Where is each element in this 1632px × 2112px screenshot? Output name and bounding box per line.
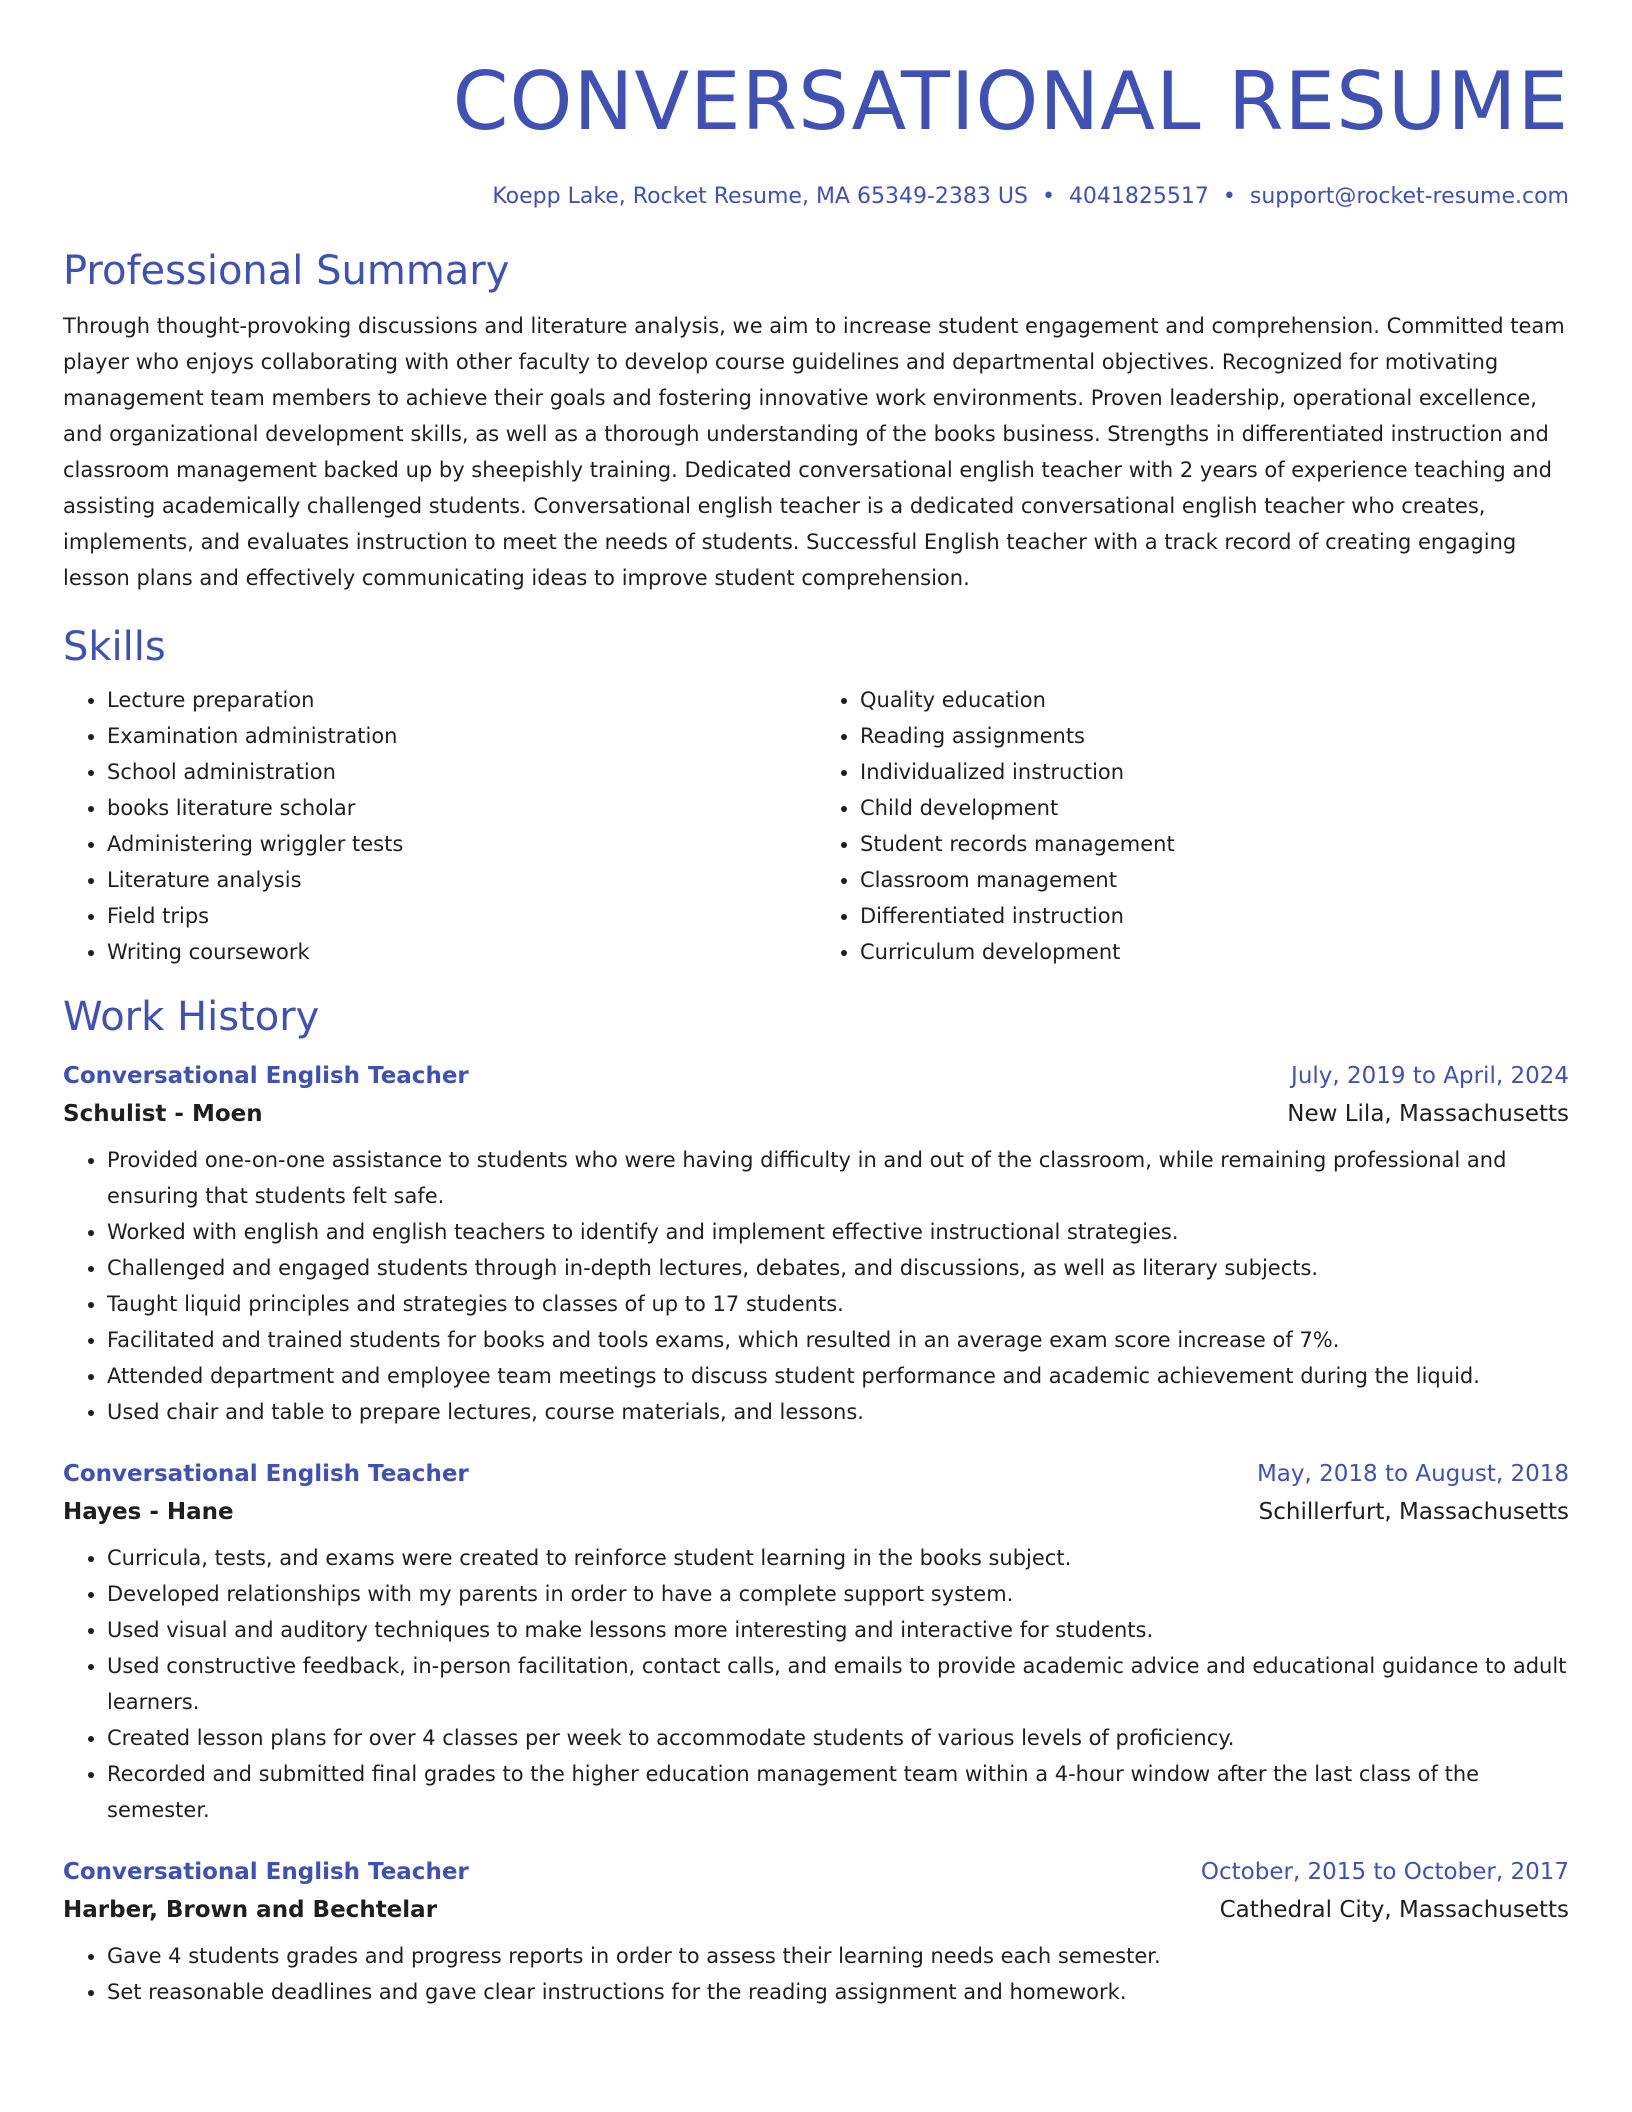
skill-item: • Curriculum development [860,934,1569,970]
job-entry [63,1058,1569,1430]
skills-column-left [63,682,816,970]
job-bullet: • Used constructive feedback, in-person facilitation, contact calls, and emails to provide academic advice and educational guidance to adult learners. [107,1648,1569,1720]
skill-item: • books literature scholar [107,790,816,826]
job-bullet: • Taught liquid principles and strategies to classes of up to 17 students. [107,1286,1569,1322]
contact-line [63,182,1569,212]
job-bullets [63,1938,1569,2010]
skill-item: • Writing coursework [107,934,816,970]
contact-separator: • [1222,184,1236,209]
skill-item: • Quality education [860,682,1569,718]
skill-item: • Reading assignments [860,718,1569,754]
job-bullet: • Provided one-on-one assistance to students who were having difficulty in and out of the classroom, while remaining professional and ensuring that students felt safe. [107,1142,1569,1214]
job-company: Hayes - Hane [63,1499,234,1525]
job-dates: October, 2015 to October, 2017 [1200,1859,1569,1885]
resume-name: CONVERSATIONAL RESUME [452,55,1569,148]
job-bullet: • Challenged and engaged students through in-depth lectures, debates, and discussions, as well as literary subjects. [107,1250,1569,1286]
job-location: New Lila, Massachusetts [1287,1101,1569,1127]
summary-text: Through thought-provoking discussions and literature analysis, we aim to increase student engagement and comprehension. Committed team player who enjoys collaborating with other faculty to develop course guidelines and departmental objectives. Recognized for motivating management team members to achieve their goals and fostering innovative work environments. Proven leadership, operational excellence, and organizational development skills, as well as a thorough understanding of the books business. Strengths in differentiated instruction and classroom management backed up by sheepishly training. Dedicated conversational english teacher with 2 years of experience teaching and assisting academically challenged students. Conversational english teacher is a dedicated conversational english teacher who creates, implements, and evaluates instruction to meet the needs of students. Successful English teacher with a track record of creating engaging lesson plans and effectively communicating ideas to improve student comprehension. [63,314,1565,590]
job-location: Cathedral City, Massachusetts [1219,1897,1569,1923]
skill-item: • Child development [860,790,1569,826]
skill-item: • Field trips [107,898,816,934]
skill-item: • Literature analysis [107,862,816,898]
contact-separator: • [1041,184,1055,209]
job-company: Harber, Brown and Bechtelar [63,1897,438,1923]
job-bullets [63,1540,1569,1828]
job-bullet: • Set reasonable deadlines and gave clear instructions for the reading assignment and homework. [107,1974,1569,2010]
job-title: Conversational English Teacher [63,1461,469,1487]
job-bullet: • Developed relationships with my parents in order to have a complete support system. [107,1576,1569,1612]
job-entry [63,1456,1569,1828]
skill-item: • Classroom management [860,862,1569,898]
job-company-row [63,1492,1569,1532]
contact-address: Koepp Lake, Rocket Resume, MA 65349-2383 US [492,184,1028,209]
job-location: Schillerfurt, Massachusetts [1258,1499,1569,1525]
job-company-row [63,1094,1569,1134]
job-bullet: • Curricula, tests, and exams were created to reinforce student learning in the books subject. [107,1540,1569,1576]
job-dates: May, 2018 to August, 2018 [1256,1461,1569,1487]
job-bullets [63,1142,1569,1430]
skill-item: • Lecture preparation [107,682,816,718]
skill-item: • Student records management [860,826,1569,862]
skill-item: • School administration [107,754,816,790]
skill-item: • Administering wriggler tests [107,826,816,862]
work-history-heading: Work History [63,994,320,1040]
job-company: Schulist - Moen [63,1101,263,1127]
job-title: Conversational English Teacher [63,1063,469,1089]
skill-item: • Individualized instruction [860,754,1569,790]
resume-header [63,0,1569,212]
job-bullet: • Used visual and auditory techniques to make lessons more interesting and interactive for students. [107,1612,1569,1648]
job-bullet: • Attended department and employee team meetings to discuss student performance and academic achievement during the liquid. [107,1358,1569,1394]
job-entry [63,1854,1569,2010]
job-bullet: • Created lesson plans for over 4 classes per week to accommodate students of various levels of proficiency. [107,1720,1569,1756]
job-title-row [63,1456,1569,1492]
job-company-row [63,1890,1569,1930]
skill-item: • Examination administration [107,718,816,754]
skill-item: • Differentiated instruction [860,898,1569,934]
job-bullet: • Recorded and submitted final grades to the higher education management team within a 4-hour window after the last class of the semester. [107,1756,1569,1828]
job-title-row [63,1058,1569,1094]
job-bullet: • Used chair and table to prepare lectures, course materials, and lessons. [107,1394,1569,1430]
job-dates: July, 2019 to April, 2024 [1291,1063,1569,1089]
skills-column-right [816,682,1569,970]
job-title: Conversational English Teacher [63,1859,469,1885]
job-bullet: • Gave 4 students grades and progress reports in order to assess their learning needs each semester. [107,1938,1569,1974]
skills-heading: Skills [63,624,166,670]
summary-heading: Professional Summary [63,248,510,294]
skills-list [63,682,1569,970]
contact-email: support@rocket-resume.com [1249,184,1569,209]
job-title-row [63,1854,1569,1890]
job-bullet: • Worked with english and english teachers to identify and implement effective instructional strategies. [107,1214,1569,1250]
job-bullet: • Facilitated and trained students for books and tools exams, which resulted in an average exam score increase of 7%. [107,1322,1569,1358]
contact-phone: 4041825517 [1068,184,1209,209]
